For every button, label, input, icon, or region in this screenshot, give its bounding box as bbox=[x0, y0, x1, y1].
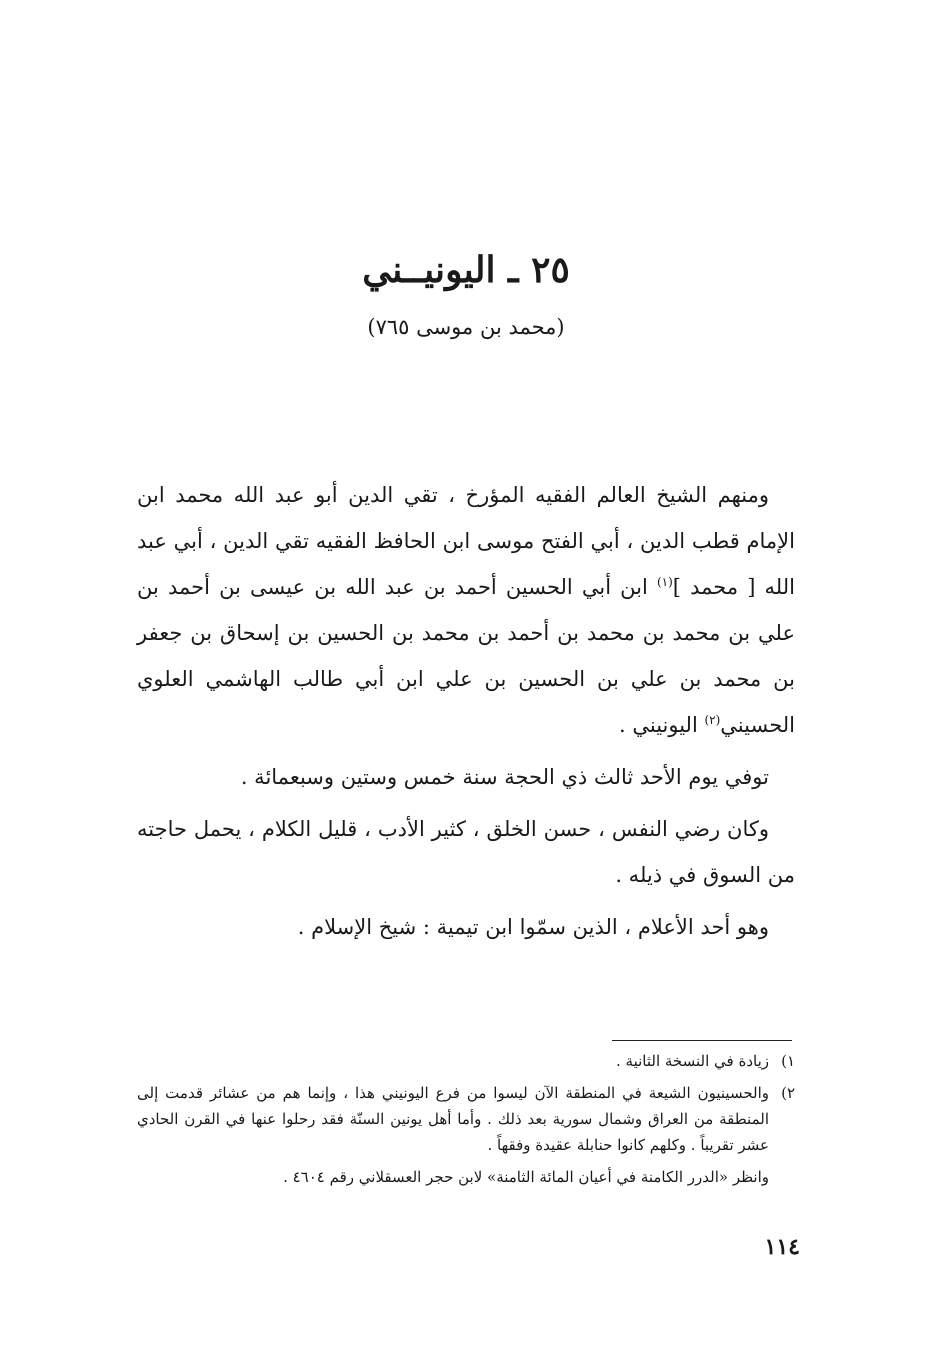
paragraph-2: توفي يوم الأحد ثالث ذي الحجة سنة خمس وستين وسبعمائة . bbox=[240, 765, 769, 789]
footnote-ref-1: (١) bbox=[656, 575, 673, 589]
footnote-1-number: ١) bbox=[781, 1052, 795, 1070]
footnote-2-number: ٢) bbox=[781, 1084, 795, 1102]
footnote-ref-2: (٢) bbox=[704, 713, 721, 727]
chapter-subtitle: (محمد بن موسى ٧٦٥) bbox=[367, 315, 565, 339]
footnote-separator bbox=[612, 1040, 792, 1041]
footnote-2-text: والحسينيون الشيعة في المنطقة الآن ليسوا من فرع اليونيني هذا ، وإنما هم من عشائر قدمت إلى المنطقة من العراق وشمال سورية بعد ذلك . وأما أهل يونين السنّة فقد رحلوا عنها في القرن الحادي عشر تقريباً . وكلهم كانوا حنابلة عقيدة وفقهاً . bbox=[137, 1084, 769, 1154]
footnotes bbox=[137, 1048, 795, 1190]
footnote-1-text: زيادة في النسخة الثانية . bbox=[616, 1052, 769, 1070]
footnote-2 bbox=[137, 1080, 795, 1158]
paragraph-1-text-b: ابن أبي الحسين أحمد بن عبد الله بن عيسى بن أحمد بن علي بن محمد بن محمد بن أحمد بن محمد بن الحسين بن إسحاق بن جعفر بن محمد بن علي بن الحسين بن علي ابن أبي طالب الهاشمي العلوي الحسيني bbox=[137, 575, 795, 737]
main-body bbox=[137, 472, 795, 956]
page-number: ١١٤ bbox=[764, 1234, 800, 1260]
paragraph-1-text-a: ومنهم الشيخ العالم الفقيه المؤرخ ، تقي الدين أبو عبد الله محمد ابن الإمام قطب الدين ، أبي الفتح موسى ابن الحافظ الفقيه تقي الدين ، أبي عبد الله [ محمد ] bbox=[137, 483, 795, 599]
chapter-title: ٢٥ ـ اليونيــني bbox=[362, 249, 570, 291]
paragraph-1-text-c: اليونيني . bbox=[619, 713, 705, 737]
paragraph-1 bbox=[137, 472, 795, 748]
footnote-1 bbox=[137, 1048, 795, 1074]
paragraph-4: وهو أحد الأعلام ، الذين سمّوا ابن تيمية : شيخ الإسلام . bbox=[297, 915, 769, 939]
footnote-2-reference: وانظر «الدرر الكامنة في أعيان المائة الثامنة» لابن حجر العسقلاني رقم ٤٦٠٤ . bbox=[283, 1168, 769, 1186]
paragraph-3: وكان رضي النفس ، حسن الخلق ، كثير الأدب ، قليل الكلام ، يحمل حاجته من السوق في ذيله . bbox=[137, 817, 795, 887]
